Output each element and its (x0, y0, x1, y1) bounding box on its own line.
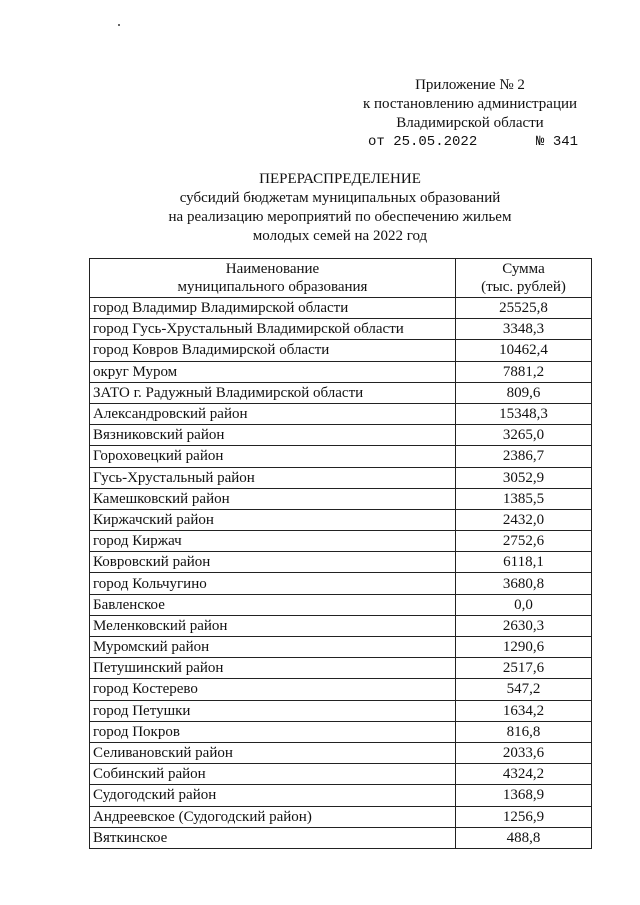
title-line-3: молодых семей на 2022 год (252, 228, 428, 244)
subsidy-amount: 3052,9 (456, 467, 592, 488)
resolution-reference: к постановлению администрации (362, 96, 578, 112)
municipality-name: округ Муром (90, 361, 456, 382)
municipality-name: Киржачский район (90, 509, 456, 530)
municipality-name: город Кольчугино (90, 573, 456, 594)
table-row (90, 298, 592, 319)
date-number-line: от 25.05.2022 № 341 (368, 134, 579, 150)
municipality-name: Бавленское (90, 594, 456, 615)
municipality-name: Ковровский район (90, 552, 456, 573)
municipality-name: город Покров (90, 721, 456, 742)
subsidy-amount: 547,2 (456, 679, 592, 700)
subsidy-amount: 809,6 (456, 382, 592, 403)
subsidy-amount: 0,0 (456, 594, 592, 615)
table-row (90, 827, 592, 848)
municipality-name: Петушинский район (90, 658, 456, 679)
table-row (90, 615, 592, 636)
table-row (90, 446, 592, 467)
table-row (90, 573, 592, 594)
table-row (90, 700, 592, 721)
region-name: Владимирской области (396, 115, 544, 131)
municipality-name: Гороховецкий район (90, 446, 456, 467)
title-line-1: субсидий бюджетам муниципальных образований (179, 190, 501, 206)
table-row (90, 785, 592, 806)
column-header-sum: Сумма (тыс. рублей) (456, 259, 592, 298)
table-row (90, 509, 592, 530)
subsidy-amount: 2386,7 (456, 446, 592, 467)
subsidy-amount: 4324,2 (456, 764, 592, 785)
subsidy-amount: 2432,0 (456, 509, 592, 530)
municipality-name: город Киржач (90, 531, 456, 552)
table-row (90, 637, 592, 658)
table-row (90, 382, 592, 403)
appendix-header (340, 76, 600, 152)
table-row (90, 658, 592, 679)
subsidy-amount: 6118,1 (456, 552, 592, 573)
municipality-name: Вяткинское (90, 827, 456, 848)
municipality-name: Судогодский район (90, 785, 456, 806)
subsidy-amount: 2517,6 (456, 658, 592, 679)
table-row (90, 594, 592, 615)
municipality-name: Собинский район (90, 764, 456, 785)
subsidy-amount: 25525,8 (456, 298, 592, 319)
table-row (90, 319, 592, 340)
municipality-name: Андреевское (Судогодский район) (90, 806, 456, 827)
table-row (90, 721, 592, 742)
municipality-name: Селивановский район (90, 742, 456, 763)
subsidy-amount: 2033,6 (456, 742, 592, 763)
subsidy-amount: 3348,3 (456, 319, 592, 340)
table-row (90, 488, 592, 509)
subsidy-table (89, 258, 592, 849)
subsidy-amount: 10462,4 (456, 340, 592, 361)
subsidy-amount: 1634,2 (456, 700, 592, 721)
municipality-name: город Костерево (90, 679, 456, 700)
municipality-name: ЗАТО г. Радужный Владимирской области (90, 382, 456, 403)
table-row (90, 361, 592, 382)
subsidy-amount: 2630,3 (456, 615, 592, 636)
subsidy-amount: 1368,9 (456, 785, 592, 806)
subsidy-amount: 1385,5 (456, 488, 592, 509)
subsidy-amount: 15348,3 (456, 403, 592, 424)
column-header-name: Наименование муниципального образования (90, 259, 456, 298)
subsidy-amount: 7881,2 (456, 361, 592, 382)
municipality-name: город Ковров Владимирской области (90, 340, 456, 361)
title-main: ПЕРЕРАСПРЕДЕЛЕНИЕ (259, 171, 421, 187)
table-row (90, 403, 592, 424)
document-title (120, 170, 560, 246)
municipality-name: Муромский район (90, 637, 456, 658)
subsidy-amount: 3265,0 (456, 425, 592, 446)
table-row (90, 742, 592, 763)
municipality-name: Меленковский район (90, 615, 456, 636)
subsidy-amount: 3680,8 (456, 573, 592, 594)
appendix-number: Приложение № 2 (415, 77, 525, 93)
title-line-2: на реализацию мероприятий по обеспечению жильем (168, 209, 512, 225)
subsidy-amount: 816,8 (456, 721, 592, 742)
table-header-row (90, 259, 592, 298)
table-row (90, 425, 592, 446)
municipality-name: Вязниковский район (90, 425, 456, 446)
subsidy-amount: 1256,9 (456, 806, 592, 827)
subsidy-amount: 2752,6 (456, 531, 592, 552)
table-row (90, 679, 592, 700)
subsidy-amount: 1290,6 (456, 637, 592, 658)
municipality-name: Александровский район (90, 403, 456, 424)
table-row (90, 531, 592, 552)
table-row (90, 806, 592, 827)
municipality-name: город Гусь-Хрустальный Владимирской области (90, 319, 456, 340)
table-row (90, 552, 592, 573)
table-row (90, 340, 592, 361)
municipality-name: Гусь-Хрустальный район (90, 467, 456, 488)
municipality-name: город Владимир Владимирской области (90, 298, 456, 319)
table-row (90, 467, 592, 488)
scan-speck (118, 24, 120, 26)
subsidy-amount: 488,8 (456, 827, 592, 848)
table-row (90, 764, 592, 785)
municipality-name: Камешковский район (90, 488, 456, 509)
municipality-name: город Петушки (90, 700, 456, 721)
